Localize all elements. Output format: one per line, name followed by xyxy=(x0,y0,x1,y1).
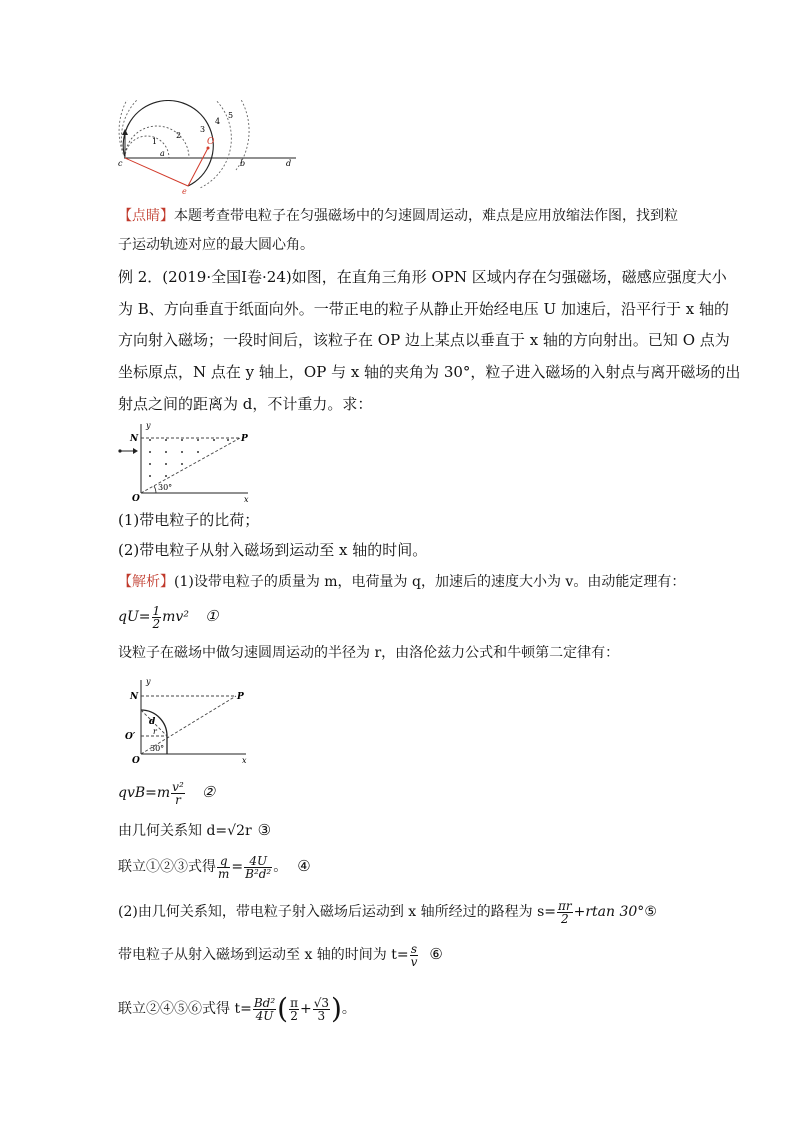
eq2-fraction: $\frac{\text{v²}}{r}$ xyxy=(172,779,184,807)
eq4-number: ④ xyxy=(297,857,311,875)
equation-1 xyxy=(118,602,218,631)
eq4-fraction-2: $\frac{4U}{\text{B²d²}}$ xyxy=(245,853,272,881)
equation-2 xyxy=(118,778,215,807)
eq7-fraction: $\frac{\text{Bd²}}{4U}$ xyxy=(253,995,276,1023)
trajectory-figure xyxy=(116,100,306,195)
eq6-pre: 带电粒子从射入磁场到运动至 x 轴的时间为 t= xyxy=(118,947,409,963)
eq5-pre: (2)由几何关系知，带电粒子射入磁场后运动到 x 轴所经过的路程为 s= xyxy=(118,904,556,920)
eq5-post: +rtan 30° xyxy=(573,904,645,920)
radius-line-oe xyxy=(188,148,208,186)
eq7-open-paren: ( xyxy=(277,992,289,1025)
solution-tag: 【解析】 xyxy=(118,574,174,590)
triangle-field-figure xyxy=(116,418,256,503)
label-r: r xyxy=(153,727,157,736)
label-x: x xyxy=(242,756,247,765)
label-p: P xyxy=(241,434,248,444)
label-o: O xyxy=(207,137,215,147)
eq6-fraction: $\frac{s}{v}$ xyxy=(410,941,418,969)
eq3-text: 由几何关系知 d=√2r xyxy=(118,823,252,839)
edge-op xyxy=(141,438,240,493)
eq7-pre: 联立②④⑤⑥式得 t= xyxy=(118,1001,252,1017)
solution-line-2: 设粒子在磁场中做匀速圆周运动的半径为 r，由洛伦兹力公式和牛顿第二定律有： xyxy=(118,645,620,661)
eq1-number: ① xyxy=(204,607,219,625)
example-line-1: 例 2．(2019·全国Ⅰ卷·24)如图，在直角三角形 OPN 区域内存在匀强磁场，磁感应强度大小 xyxy=(118,268,727,286)
label-5: 5 xyxy=(228,111,234,120)
label-n: N xyxy=(130,434,139,444)
entry-particle xyxy=(118,449,121,452)
example-line-5: 射点之间的距离为 d，不计重力。求： xyxy=(118,395,373,413)
eq1-fraction: $\frac{1}{2}$ xyxy=(152,603,161,631)
entry-arrow-head xyxy=(133,448,138,454)
eq2-lhs: qvB=m xyxy=(118,785,171,801)
label-2: 2 xyxy=(176,131,182,140)
eq4-pre: 联立①②③式得 xyxy=(118,859,216,875)
label-a: a xyxy=(160,149,165,158)
eq1-lhs: qU= xyxy=(118,609,151,625)
eq7-close-paren: ) xyxy=(330,992,342,1025)
solution-text-1: (1)设带电粒子的质量为 m，电荷量为 q，加速后的速度大小为 v。由动能定理有： xyxy=(174,574,686,590)
label-b: b xyxy=(240,159,246,168)
label-4: 4 xyxy=(215,117,221,126)
label-o-prime: O′ xyxy=(125,732,136,742)
label-o: O xyxy=(132,756,140,766)
comment-tag: 【点睛】 xyxy=(118,208,174,224)
equation-6 xyxy=(118,940,443,969)
label-n: N xyxy=(130,692,139,702)
label-1: 1 xyxy=(152,137,158,146)
equation-4 xyxy=(118,852,311,881)
label-c: c xyxy=(118,159,123,168)
label-o: O xyxy=(132,494,140,503)
example-line-2: 为 B、方向垂直于纸面向外。一带正电的粒子从静止开始经电压 U 加速后，沿平行于 x 轴的 xyxy=(118,300,729,318)
label-angle: 30° xyxy=(158,483,173,492)
label-d: d xyxy=(149,717,156,727)
eq4-post: 。 xyxy=(273,859,288,875)
example-line-4: 坐标原点，N 点在 y 轴上，OP 与 x 轴的夹角为 30°，粒子进入磁场的入射点与离开磁场的出 xyxy=(118,363,741,381)
eq7-fraction-a: $\frac{\pi}{2}$ xyxy=(290,995,298,1023)
label-e: e xyxy=(182,187,187,195)
label-y: y xyxy=(146,421,151,430)
eq5-fraction: $\frac{\pi r}{2}$ xyxy=(558,898,572,926)
eq1-rhs: mv² xyxy=(162,609,189,625)
radius-line-ce xyxy=(125,158,188,186)
label-angle: 30° xyxy=(150,744,165,753)
eq6-number: ⑥ xyxy=(429,945,443,963)
question-2: (2)带电粒子从射入磁场到运动至 x 轴的时间。 xyxy=(118,541,428,559)
equation-7 xyxy=(118,992,356,1026)
label-d: d xyxy=(286,159,292,168)
eq4-fraction-1: $\frac{q}{m}$ xyxy=(218,853,230,881)
solution-line-1 xyxy=(118,572,685,592)
eq5-number: ⑤ xyxy=(644,904,657,920)
circle-3-solid xyxy=(123,101,213,186)
angle-arc xyxy=(154,486,156,493)
comment-line-1 xyxy=(118,206,678,226)
equation-5 xyxy=(118,898,657,926)
comment-text-1: 本题考查带电粒子在匀强磁场中的匀速圆周运动，难点是应用放缩法作图，找到粒 xyxy=(174,208,678,224)
eq7-fraction-b: $\frac{√3}{3}$ xyxy=(313,995,329,1023)
field-dots xyxy=(149,439,229,477)
eq7-plus: + xyxy=(299,1001,312,1017)
label-y: y xyxy=(146,677,151,686)
comment-line-2: 子运动轨迹对应的最大圆心角。 xyxy=(118,237,314,253)
eq7-post: 。 xyxy=(341,1001,356,1017)
trajectory-geometry-figure xyxy=(116,674,256,766)
eq2-number: ② xyxy=(201,783,216,801)
label-x: x xyxy=(244,495,249,503)
label-p: P xyxy=(237,692,244,702)
question-1: (1)带电粒子的比荷； xyxy=(118,511,260,529)
example-line-3: 方向射入磁场；一段时间后，该粒子在 OP 边上某点以垂直于 x 轴的方向射出。已知 O 点为 xyxy=(118,331,730,349)
label-3: 3 xyxy=(200,125,206,134)
circle-4 xyxy=(121,100,234,188)
eq4-eq: = xyxy=(231,859,244,875)
equation-3 xyxy=(118,820,271,841)
eq3-number: ③ xyxy=(257,821,272,839)
